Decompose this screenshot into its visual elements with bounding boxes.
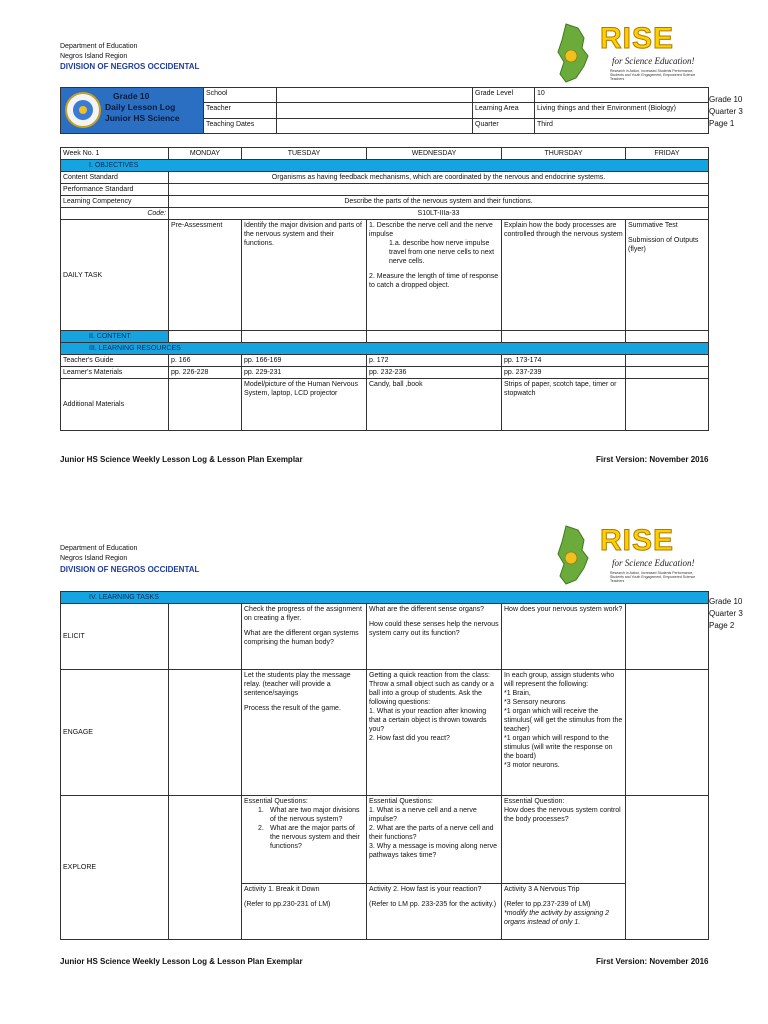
learning-tasks-heading: IV. LEARNING TASKS — [61, 592, 709, 604]
teacher-label: Teacher — [204, 103, 277, 118]
tg-thursday: pp. 173-174 — [502, 355, 626, 367]
performance-standard-label: Performance Standard — [61, 184, 169, 196]
lm-thursday: pp. 237-239 — [502, 367, 626, 379]
am-thursday: Strips of paper, scotch tape, timer or stopwatch — [502, 379, 626, 431]
daily-friday: Summative Test Submission of Outputs (flyer) — [626, 220, 709, 331]
activity-tuesday: Activity 1. Break it Down (Refer to pp.230-231 of LM) — [242, 884, 367, 940]
daily-tuesday: Identify the major division and parts of the nervous system and their functions. — [242, 220, 367, 331]
school-label: School — [204, 88, 277, 103]
dates-label: Teaching Dates — [204, 118, 277, 133]
tg-tuesday: pp. 166-169 — [242, 355, 367, 367]
engage-tuesday: Let the students play the message relay. (teacher will provide a sentence/sayings Process the result of the game. — [242, 670, 367, 796]
negros-map-icon — [548, 22, 594, 84]
page1-side-info: Grade 10 Quarter 3 Page 1 — [709, 95, 743, 128]
teachers-guide-label: Teacher's Guide — [61, 355, 169, 367]
elicit-wednesday: What are the different sense organs? How could these senses help the nervous system carry out its function? — [367, 604, 502, 670]
page2-side-info: Grade 10 Quarter 3 Page 2 — [709, 597, 743, 630]
explore-label: EXPLORE — [61, 796, 169, 940]
additional-materials-label: Additional Materials — [61, 379, 169, 431]
region-name-p2: Negros Island Region — [60, 555, 128, 562]
activity-wednesday: Activity 2. How fast is your reaction? (Refer to LM pp. 233-235 for the activity.) — [367, 884, 502, 940]
learners-materials-label: Learner's Materials — [61, 367, 169, 379]
learning-competency-value: Describe the parts of the nervous system and their functions. — [169, 196, 709, 208]
learning-competency-label: Learning Competency — [61, 196, 169, 208]
page2-footer-right: First Version: November 2016 — [596, 957, 709, 966]
page1-footer-right: First Version: November 2016 — [596, 455, 709, 464]
division-name-p2: DIVISION OF NEGROS OCCIDENTAL — [60, 565, 200, 574]
elicit-thursday: How does your nervous system work? — [502, 604, 626, 670]
content-standard-label: Content Standard — [61, 172, 169, 184]
am-tuesday: Model/picture of the Human Nervous System, laptop, LCD projector — [242, 379, 367, 431]
explore-thursday: Essential Question: How does the nervous system control the body processes? — [502, 796, 626, 884]
logo-dll: Daily Lesson Log — [105, 102, 176, 112]
school-value — [277, 88, 473, 103]
header-friday: FRIDAY — [626, 148, 709, 160]
grade-logo-box — [61, 88, 204, 134]
logo-grade: Grade 10 — [113, 91, 150, 101]
dates-value — [277, 118, 473, 133]
learning-area-value: Living things and their Environment (Biology) — [535, 103, 709, 118]
rise-logo-p2: RISE for Science Education! Research in Action, Increased Students Performance, Students and Youth Engagement, Empowered Science Teachers — [548, 524, 708, 586]
performance-standard-value — [169, 184, 709, 196]
info-table — [60, 87, 709, 134]
tg-wednesday: p. 172 — [367, 355, 502, 367]
explore-tuesday: Essential Questions: 1. What are two major divisions of the nervous system? 2. What are the major parts of the nervous system and their functions? — [242, 796, 367, 884]
activity-thursday: Activity 3 A Nervous Trip (Refer to pp.237-239 of LM) *modify the activity by assigning 2 organs instead of only 1. — [502, 884, 626, 940]
daily-thursday: Explain how the body processes are controlled through the nervous system — [502, 220, 626, 331]
week-number: Week No. 1 — [61, 148, 169, 160]
grade-level-label: Grade Level — [473, 88, 535, 103]
negros-map-icon — [548, 524, 594, 586]
engage-wednesday: Getting a quick reaction from the class: Throw a small object such as candy or a ball into a group of students. Ask the following questions: 1. What is your reaction after knowing that a certain object is thrown towards you? 2. How fast did you react? — [367, 670, 502, 796]
tg-monday: p. 166 — [169, 355, 242, 367]
header-monday: MONDAY — [169, 148, 242, 160]
daily-wednesday: 1. Describe the nerve cell and the nerve impulse 1.a. describe how nerve impulse travel from one nerve cells to next nerve cells. 2. Measure the length of time of response to catch a dropped object. — [367, 220, 502, 331]
code-value: S10LT-IIIa-33 — [169, 208, 709, 220]
code-label: Code: — [61, 208, 169, 220]
lm-wednesday: pp. 232-236 — [367, 367, 502, 379]
daily-monday: Pre-Assessment — [169, 220, 242, 331]
elicit-label: ELICIT — [61, 604, 169, 670]
resources-heading: III. LEARNING RESOURCES — [61, 343, 709, 355]
elicit-tuesday: Check the progress of the assignment on creating a flyer. What are the different organ systems comprising the human body? — [242, 604, 367, 670]
quarter-value: Third — [535, 118, 709, 133]
objectives-heading: I. OBJECTIVES — [61, 160, 709, 172]
daily-task-label: DAILY TASK — [61, 220, 169, 331]
explore-wednesday: Essential Questions: 1. What is a nerve cell and a nerve impulse? 2. What are the parts of a nerve cell and their functions? 3. Why a message is moving along nerve pathways takes time? — [367, 796, 502, 884]
weekly-table — [60, 147, 709, 431]
dept-name: Department of Education — [60, 43, 138, 50]
rise-logo: RISE for Science Education! Research in Action, Increased Students Performance, Students and Youth Engagement, Empowered Science Teachers — [548, 22, 708, 84]
deped-seal-icon — [65, 92, 101, 128]
learning-tasks-table — [60, 591, 709, 940]
header-wednesday: WEDNESDAY — [367, 148, 502, 160]
learning-area-label: Learning Area — [473, 103, 535, 118]
content-heading: II. CONTENT — [61, 331, 169, 343]
page1-footer-left: Junior HS Science Weekly Lesson Log & Lesson Plan Exemplar — [60, 455, 303, 464]
quarter-label: Quarter — [473, 118, 535, 133]
engage-thursday: In each group, assign students who will represent the following: *1 Brain, *3 Sensory neurons *1 organ which will receive the stimulus( will get the stimulus from the teacher) *1 organ which will respond to the stimulus (will write the response on the board) *3 motor neurons. — [502, 670, 626, 796]
teacher-value — [277, 103, 473, 118]
content-standard-value: Organisms as having feedback mechanisms, which are coordinated by the nervous and endocrine systems. — [169, 172, 709, 184]
lm-monday: pp. 226-228 — [169, 367, 242, 379]
header-thursday: THURSDAY — [502, 148, 626, 160]
lm-tuesday: pp. 229-231 — [242, 367, 367, 379]
page2-footer-left: Junior HS Science Weekly Lesson Log & Lesson Plan Exemplar — [60, 957, 303, 966]
division-name: DIVISION OF NEGROS OCCIDENTAL — [60, 62, 200, 71]
header-tuesday: TUESDAY — [242, 148, 367, 160]
engage-label: ENGAGE — [61, 670, 169, 796]
am-wednesday: Candy, ball ,book — [367, 379, 502, 431]
grade-level-value: 10 — [535, 88, 709, 103]
dept-name-p2: Department of Education — [60, 545, 138, 552]
logo-jhs: Junior HS Science — [105, 113, 180, 123]
region-name: Negros Island Region — [60, 53, 128, 60]
